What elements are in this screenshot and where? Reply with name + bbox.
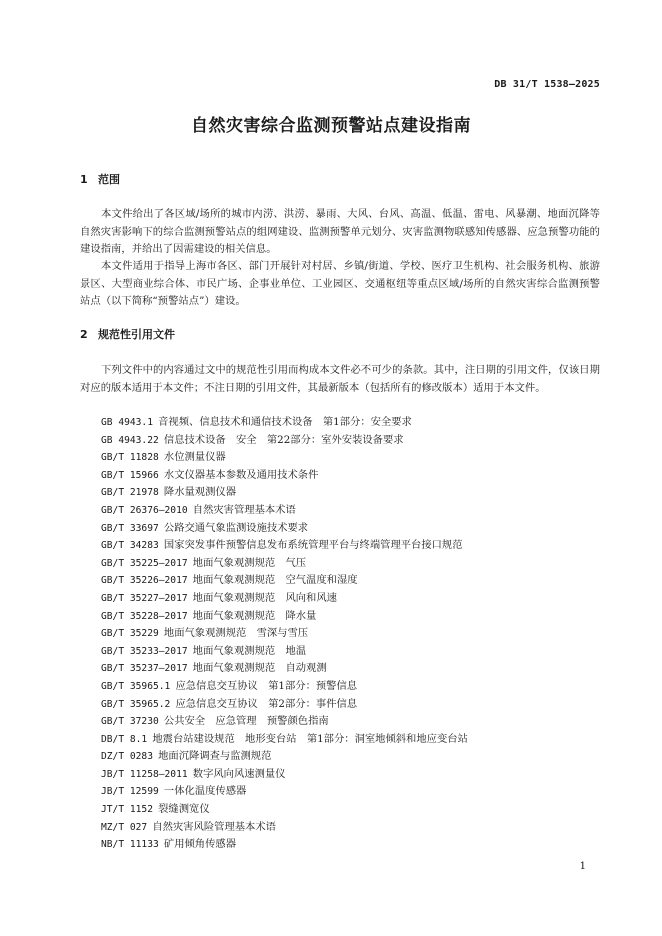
reference-item [101,625,468,643]
reference-item [101,766,468,784]
reference-item [101,696,468,714]
reference-title: 信息技术设备 安全 第22部分：室外安装设备要求 [163,433,404,446]
reference-title: 裂缝测宽仪 [158,803,210,816]
reference-title: 水位测量仪器 [163,451,226,464]
reference-title: 自然灾害管理基本术语 [192,503,296,516]
reference-item [101,520,468,538]
reference-item [101,572,468,590]
reference-code: GB/T 35233—2017 [101,645,188,657]
reference-title: 地面气象观测规范 自动观测 [192,662,327,675]
section-2-title: 规范性引用文件 [98,328,175,341]
reference-title: 地面气象观测规范 地温 [192,644,307,657]
section-1-title: 范围 [98,173,120,186]
section-2-heading [80,326,175,342]
reference-code: GB/T 35225—2017 [101,557,188,569]
reference-item [101,678,468,696]
reference-item [101,502,468,520]
reference-code: GB/T 15966 [101,469,159,481]
reference-item [101,484,468,502]
reference-code: GB/T 21978 [101,487,159,499]
reference-title: 降水量观测仪器 [163,486,236,499]
reference-item [101,537,468,555]
reference-title: 地震台站建设规范 地形变台站 第1部分：洞室地倾斜和地应变台站 [152,732,468,745]
reference-code: GB/T 35229 [101,628,159,640]
reference-item [101,731,468,749]
reference-title: 矿用倾角传感器 [163,838,236,851]
reference-code: NB/T 11133 [101,839,159,851]
reference-code: GB/T 35228—2017 [101,610,188,622]
reference-code: GB/T 35227—2017 [101,592,188,604]
reference-title: 应急信息交互协议 第1部分：预警信息 [175,679,358,692]
reference-item [101,783,468,801]
reference-code: GB/T 35226—2017 [101,575,188,587]
reference-item [101,819,468,837]
reference-item [101,836,468,854]
reference-title: 公共安全 应急管理 预警颜色指南 [163,715,329,728]
reference-title: 水文仪器基本参数及通用技术条件 [163,468,319,481]
reference-list [101,414,468,854]
scope-paragraph-2: 本文件适用于指导上海市各区、部门开展针对村居、乡镇/街道、学校、医疗卫生机构、社会服务机构、旅游景区、大型商业综合体、市民广场、企事业单位、工业园区、交通枢纽等重点区域/场所的自然灾害综合监测预警站点（以下简称“预警站点”）建设。 [80,260,600,307]
document-code: DB 31/T 1538—2025 [494,79,600,90]
reference-title: 地面沉降调查与监测规范 [158,750,272,763]
reference-title: 地面气象观测规范 降水量 [192,609,317,622]
reference-code: GB/T 37230 [101,716,159,728]
reference-title: 国家突发事件预警信息发布系统管理平台与终端管理平台接口规范 [163,539,463,552]
reference-code: MZ/T 027 [101,821,148,833]
reference-code: DB/T 8.1 [101,733,148,745]
reference-item [101,748,468,766]
reference-title: 地面气象观测规范 气压 [192,556,307,569]
reference-code: JB/T 12599 [101,786,159,798]
reference-title: 地面气象观测规范 风向和风速 [192,591,337,604]
page-number: 1 [579,861,586,872]
references-intro: 下列文件中的内容通过文中的规范性引用而构成本文件必不可少的条款。其中，注日期的引用文件，仅该日期对应的版本适用于本文件；不注日期的引用文件，其最新版本（包括所有的修改版本）适用于本文件。 [80,364,600,394]
reference-title: 音视频、信息技术和通信技术设备 第1部分：安全要求 [158,416,412,428]
reference-item [101,590,468,608]
reference-item [101,713,468,731]
reference-code: GB/T 35965.2 [101,698,171,710]
reference-title: 数字风向风速测量仪 [192,767,286,780]
scope-paragraph-1: 本文件给出了各区域/场所的城市内涝、洪涝、暴雨、大风、台风、高温、低温、雷电、风暴潮、地面沉降等自然灾害影响下的综合监测预警站点的组网建设、监测预警单元划分、灾害监测物联感知传感器、应急预警功能的建设指南，并给出了因需建设的相关信息。 [80,208,600,255]
reference-title: 应急信息交互协议 第2部分：事件信息 [175,697,358,710]
reference-code: GB/T 34283 [101,540,159,552]
reference-item [101,414,468,432]
reference-title: 自然灾害风险管理基本术语 [152,820,276,833]
reference-item [101,608,468,626]
reference-code: JB/T 11258—2011 [101,768,188,780]
reference-item [101,660,468,678]
reference-item [101,643,468,661]
reference-code: GB/T 35965.1 [101,680,171,692]
reference-code: DZ/T 0283 [101,751,153,763]
reference-code: GB/T 11828 [101,452,159,464]
reference-title: 地面气象观测规范 雪深与雪压 [163,627,309,640]
reference-code: GB/T 33697 [101,522,159,534]
reference-code: GB 4943.22 [101,434,159,446]
reference-code: GB 4943.1 [101,417,153,428]
reference-item [101,432,468,450]
reference-item [101,801,468,819]
reference-title: 公路交通气象监测设施技术要求 [163,521,309,534]
section-1-number: 1 [80,173,88,186]
section-1-heading [80,171,120,187]
document-title: 自然灾害综合监测预警站点建设指南 [191,116,471,136]
reference-item [101,467,468,485]
section-2-number: 2 [80,328,88,341]
reference-item [101,449,468,467]
reference-code: GB/T 26376—2010 [101,504,188,516]
reference-item [101,555,468,573]
reference-code: GB/T 35237—2017 [101,663,188,675]
reference-title: 地面气象观测规范 空气温度和湿度 [192,574,358,587]
reference-code: JT/T 1152 [101,804,153,816]
reference-title: 一体化温度传感器 [163,785,247,798]
